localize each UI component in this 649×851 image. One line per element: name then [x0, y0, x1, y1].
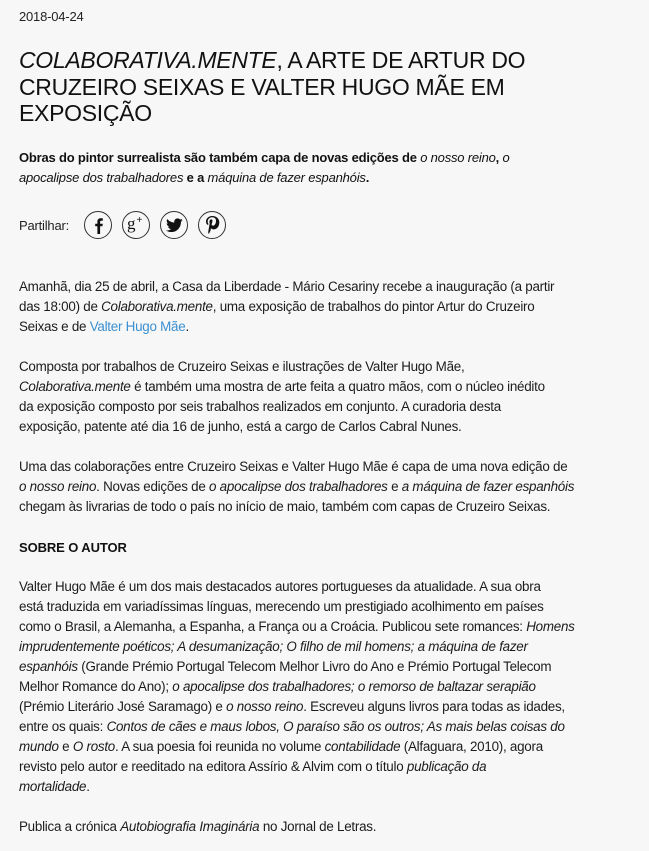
- p2-text: é também uma mostra de arte feita a quatro mãos, com o núcleo inédito: [130, 379, 545, 394]
- p4-italic-book: o apocalipse dos trabalhadores; o remorso de baltazar serapião: [172, 679, 536, 694]
- lead-italic-book: apocalipse dos trabalhadores: [19, 170, 184, 185]
- article-title: [19, 47, 579, 127]
- p4-italic-book: mortalidade: [19, 779, 87, 794]
- p4-italic-book: imprudentemente poéticos; A desumanização; O filho de mil homens; a máquina de fazer: [19, 639, 528, 654]
- paragraph-chronicle: [19, 817, 644, 837]
- lead-italic-book: o nosso reino: [420, 150, 496, 165]
- p4-text: . Escreveu alguns livros para todas as idades,: [303, 699, 565, 714]
- p4-line-7: [19, 697, 644, 717]
- p4-text: revisto pelo autor e reeditado na editora Assírio & Alvim com o título: [19, 759, 407, 774]
- share-pinterest-button[interactable]: [198, 211, 226, 239]
- p4-text: (Prémio Literário José Saramago) e: [19, 699, 227, 714]
- lead-bold-text: e a: [183, 170, 208, 185]
- p1-text: Seixas e de: [19, 319, 90, 334]
- p1-text: .: [185, 319, 189, 334]
- p4-line-11: [19, 777, 644, 797]
- p5-italic-column: Autobiografia Imaginária: [120, 819, 260, 834]
- title-line-3: EXPOSIÇÃO: [19, 100, 152, 126]
- twitter-icon: [166, 218, 183, 233]
- svg-text:g: g: [127, 214, 136, 233]
- p1-line-1: Amanhã, dia 25 de abril, a Casa da Liberdade - Mário Cesariny recebe a inauguração (a partir: [19, 279, 555, 294]
- p3-line-3: chegam às livrarias de todo o país no início de maio, também com capas de Cruzeiro Seixas.: [19, 499, 551, 514]
- p4-text: e: [58, 739, 73, 754]
- p1-text: , uma exposição de trabalhos do pintor Artur do Cruzeiro: [212, 299, 535, 314]
- p3-italic-book: o nosso reino: [19, 479, 97, 494]
- p4-italic-book: Contos de cães e maus lobos, O paraíso são os outros; As mais belas coisas do: [106, 719, 565, 734]
- p4-text: .: [86, 779, 90, 794]
- p4-line-5: [19, 657, 644, 677]
- svg-text:+: +: [136, 215, 143, 226]
- paragraph-3: [19, 457, 644, 517]
- p2-italic-exhibition: Colaborativa.mente: [19, 379, 131, 394]
- section-heading-about-author: SOBRE O AUTOR: [19, 540, 127, 555]
- paragraph-2: [19, 357, 644, 437]
- p5-text: no Jornal de Letras.: [259, 819, 377, 834]
- p4-line-10: [19, 757, 644, 777]
- lead-italic-book: máquina de fazer espanhóis: [207, 170, 366, 185]
- p3-italic-book: o apocalipse dos trabalhadores: [209, 479, 388, 494]
- p4-line-3: [19, 617, 644, 637]
- p4-italic-book: contabilidade: [324, 739, 401, 754]
- p2-line-2: [19, 377, 644, 397]
- p4-line-9: [19, 737, 644, 757]
- lead-bold-text: Obras do pintor surrealista são também capa de novas edições de: [19, 150, 421, 165]
- share-label: Partilhar:: [19, 217, 70, 233]
- author-link[interactable]: Valter Hugo Mãe: [89, 319, 186, 334]
- share-google-plus-button[interactable]: [122, 211, 150, 239]
- facebook-icon: [91, 215, 105, 235]
- p3-italic-book: a máquina de fazer espanhóis: [401, 479, 575, 494]
- title-text-1: , A ARTE DE ARTUR DO: [276, 47, 526, 73]
- p4-line-4: [19, 637, 644, 657]
- p2-line-3: da exposição composto por seis trabalhos realizados em conjunto. A curadoria desta: [19, 399, 501, 414]
- share-twitter-button[interactable]: [160, 211, 188, 239]
- lead-bold-text: .: [365, 170, 370, 185]
- p1-line-2: [19, 297, 644, 317]
- p1-italic-exhibition: Colaborativa.mente: [101, 299, 213, 314]
- p5-text: Publica a crónica: [19, 819, 121, 834]
- p4-text: como o Brasil, a Alemanha, a Espanha, a França ou a Croácia. Publicou sete romances:: [19, 619, 527, 634]
- p4-italic-book: O rosto: [72, 739, 115, 754]
- p2-line-4: exposição, patente até dia 16 de junho, está a cargo de Carlos Cabral Nunes.: [19, 419, 462, 434]
- article-date: 2018-04-24: [19, 9, 84, 24]
- p3-text: . Novas edições de: [96, 479, 210, 494]
- p3-line-2: [19, 477, 644, 497]
- p4-line-6: [19, 677, 644, 697]
- google-plus-icon: [124, 213, 148, 237]
- p3-text: e: [387, 479, 402, 494]
- p4-line-2: está traduzida em variadíssimas línguas, merecendo um prestigiado acolhimento em países: [19, 599, 544, 614]
- lead-italic-book: o: [502, 150, 510, 165]
- share-bar: [19, 209, 236, 241]
- p4-italic-book: o nosso reino: [226, 699, 304, 714]
- p4-italic-book: publicação da: [406, 759, 487, 774]
- paragraph-about-author: [19, 577, 644, 797]
- lead-line-2: [19, 168, 639, 188]
- p4-text: (Alfaguara, 2010), agora: [400, 739, 543, 754]
- paragraph-1: [19, 277, 644, 337]
- p2-line-1: Composta por trabalhos de Cruzeiro Seixas e ilustrações de Valter Hugo Mãe,: [19, 359, 465, 374]
- article-lead: [19, 148, 639, 188]
- p4-text: . A sua poesia foi reunida no volume: [115, 739, 325, 754]
- p4-text: entre os quais:: [19, 719, 107, 734]
- title-italic-exhibition-name: COLABORATIVA.MENTE: [19, 47, 277, 73]
- p4-italic-book: mundo: [19, 739, 59, 754]
- share-facebook-button[interactable]: [84, 211, 112, 239]
- p4-italic-book: Homens: [526, 619, 575, 634]
- p1-text: das 18:00) de: [19, 299, 102, 314]
- title-line-2: CRUZEIRO SEIXAS E VALTER HUGO MÃE EM: [19, 73, 505, 100]
- lead-bold-text: ,: [495, 150, 503, 165]
- title-line-1: [19, 47, 579, 74]
- p5-line-1: [19, 817, 644, 837]
- pinterest-icon: [204, 215, 220, 235]
- p4-italic-book: espanhóis: [19, 659, 78, 674]
- p4-text: (Grande Prémio Portugal Telecom Melhor Livro do Ano e Prémio Portugal Telecom: [77, 659, 552, 674]
- p4-line-1: Valter Hugo Mãe é um dos mais destacados autores portugueses da atualidade. A sua obra: [19, 579, 541, 594]
- lead-line-1: [19, 148, 639, 168]
- p3-line-1: Uma das colaborações entre Cruzeiro Seixas e Valter Hugo Mãe é capa de uma nova edição de: [19, 459, 568, 474]
- p1-line-3: [19, 317, 644, 337]
- p4-line-8: [19, 717, 644, 737]
- p4-text: Melhor Romance do Ano);: [19, 679, 173, 694]
